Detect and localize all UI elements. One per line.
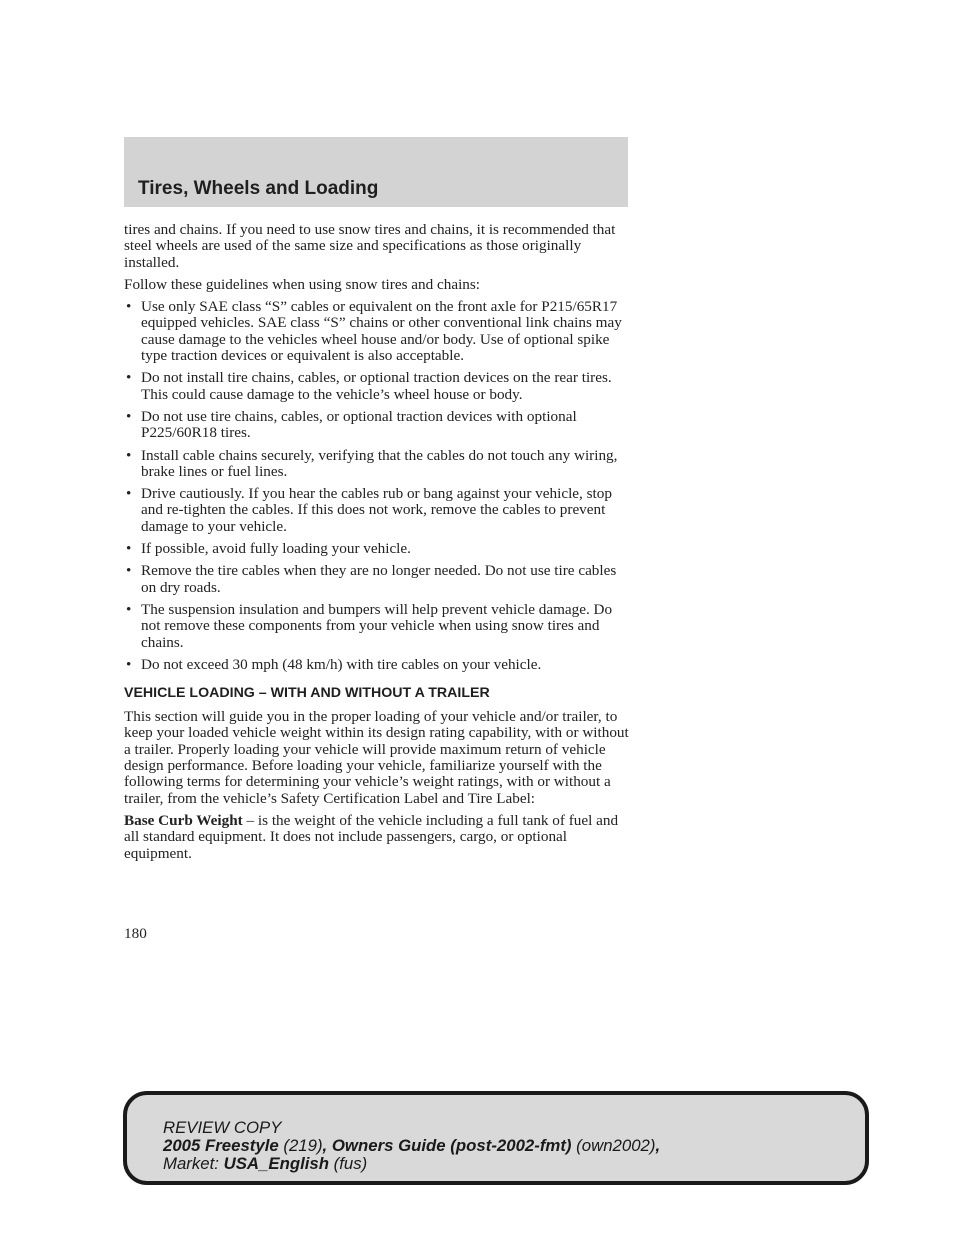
bullet-icon: •	[126, 600, 132, 618]
document-identity-line	[163, 1137, 660, 1155]
list-item-text: Do not exceed 30 mph (48 km/h) with tire cables on your vehicle.	[141, 655, 542, 673]
market-line	[163, 1155, 660, 1173]
market-name: USA_English	[223, 1154, 329, 1173]
list-item-text: Install cable chains securely, verifying that the cables do not touch any wiring, brake lines or fuel lines.	[141, 446, 618, 480]
list-item	[124, 370, 630, 403]
list-item	[124, 486, 630, 535]
list-item	[124, 657, 630, 673]
list-item	[124, 409, 630, 442]
list-item-text: Do not use tire chains, cables, or optional traction devices with optional P225/60R18 tires.	[141, 407, 577, 442]
list-item	[124, 448, 630, 481]
review-copy-label: REVIEW COPY	[163, 1118, 282, 1137]
bullet-icon: •	[126, 446, 132, 464]
list-item-text: Drive cautiously. If you hear the cables rub or bang against your vehicle, stop and re-tighten the cables. If this does not work, remove the cables to prevent damage to your vehicle.	[141, 485, 612, 535]
list-item	[124, 299, 630, 364]
page-body	[124, 222, 630, 868]
market-label: Market:	[163, 1154, 224, 1173]
term-label: Base Curb Weight	[124, 811, 243, 829]
vehicle-loading-paragraph: This section will guide you in the proper loading of your vehicle and/or trailer, to keep your loaded vehicle weight within its design rating capability, with or without a trailer. Properly loading your vehicle will provide maximum return of vehicle design performance. Before loading your vehicle, familiarize yourself with the following terms for determining your vehicle’s weight ratings, with or without a trailer, from the vehicle’s Safety Certification Label and Tire Label:	[124, 708, 629, 807]
guide-name: Owners Guide (post-2002-fmt)	[331, 1136, 572, 1155]
bullet-icon: •	[126, 298, 132, 316]
section-title: Tires, Wheels and Loading	[138, 178, 379, 199]
market-code: (fus)	[329, 1154, 368, 1173]
bullet-icon: •	[126, 540, 132, 558]
section-header-band	[124, 137, 628, 207]
list-item-text: The suspension insulation and bumpers will help prevent vehicle damage. Do not remove these components from your vehicle when using snow tires and chains.	[141, 600, 613, 651]
bullet-icon: •	[126, 485, 132, 503]
term-definition: – is the weight of the vehicle including a full tank of fuel and all standard equipment. It does not include passengers, cargo, or optional equipment.	[124, 811, 619, 862]
list-item-text: Do not install tire chains, cables, or optional traction devices on the rear tires. This could cause damage to the vehicle’s wheel house or body.	[141, 369, 612, 403]
list-item-text: Remove the tire cables when they are no longer needed. Do not use tire cables on dry roads.	[141, 562, 617, 596]
review-copy-box	[123, 1091, 869, 1185]
model-name: 2005 Freestyle	[163, 1136, 279, 1155]
line-end-comma: ,	[655, 1136, 661, 1155]
guidelines-lead: Follow these guidelines when using snow tires and chains:	[124, 275, 481, 293]
list-item	[124, 541, 630, 557]
intro-paragraph: tires and chains. If you need to use snow tires and chains, it is recommended that steel wheels are used of the same size and specifications as those originally installed.	[124, 221, 616, 271]
base-curb-weight-definition	[124, 813, 630, 862]
list-item	[124, 563, 630, 596]
model-code: (219)	[278, 1136, 323, 1155]
bullet-icon: •	[126, 655, 132, 673]
review-copy-text	[163, 1119, 660, 1173]
page-number: 180	[124, 925, 147, 942]
guide-code: (own2002)	[571, 1136, 656, 1155]
list-item	[124, 602, 630, 651]
snow-chain-guidelines-list	[124, 299, 630, 673]
bullet-icon: •	[126, 369, 132, 387]
vehicle-loading-heading: VEHICLE LOADING – WITH AND WITHOUT A TRAILER	[124, 685, 490, 702]
list-item-text: Use only SAE class “S” cables or equivalent on the front axle for P215/65R17 equipped vehicles. SAE class “S” chains or other conventional link chains may cause damage to the vehicles wheel house and/or body. Use of optional spike type traction devices or equivalent is also acceptable.	[141, 298, 622, 365]
bullet-icon: •	[126, 407, 132, 425]
guide-separator: ,	[322, 1136, 332, 1155]
bullet-icon: •	[126, 562, 132, 580]
list-item-text: If possible, avoid fully loading your vehicle.	[141, 540, 411, 558]
